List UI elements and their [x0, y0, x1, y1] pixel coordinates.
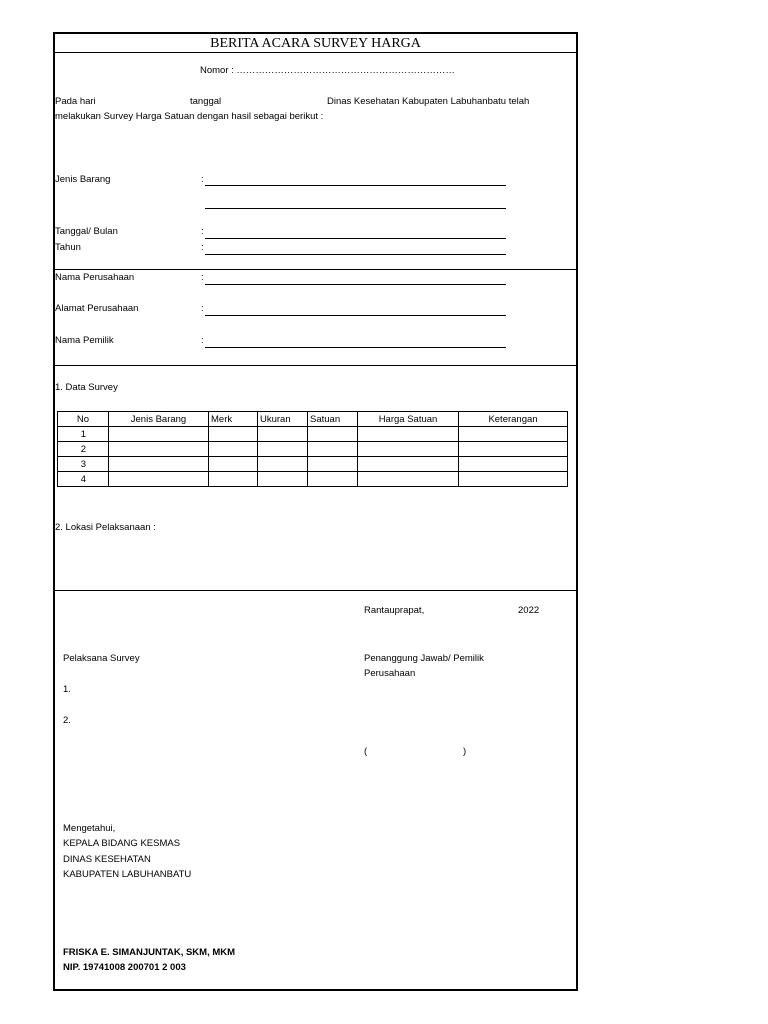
field-jenis-barang-line1[interactable] — [205, 185, 506, 186]
table-cell[interactable] — [308, 442, 358, 457]
table-row — [58, 472, 568, 487]
table-cell[interactable] — [109, 457, 209, 472]
document-title: BERITA ACARA SURVEY HARGA — [210, 36, 421, 51]
jabatan-line1: KEPALA BIDANG KESMAS — [63, 838, 181, 849]
section-divider-1 — [55, 269, 576, 270]
table-cell[interactable] — [258, 427, 308, 442]
table-row — [58, 442, 568, 457]
column-header: Merk — [209, 412, 258, 427]
intro-tanggal: tanggal — [190, 96, 222, 107]
paren-close: ) — [463, 746, 467, 757]
field-tanggal-bulan-line[interactable] — [205, 238, 506, 239]
paren-open: ( — [364, 746, 368, 757]
row-number: 2 — [58, 442, 109, 457]
table-cell[interactable] — [109, 427, 209, 442]
data-survey-table — [57, 411, 568, 487]
column-header: Harga Satuan — [358, 412, 459, 427]
pelaksana-2: 2. — [63, 715, 71, 726]
colon: : — [201, 303, 204, 314]
table-cell[interactable] — [258, 472, 308, 487]
table-cell[interactable] — [308, 472, 358, 487]
table-cell[interactable] — [258, 457, 308, 472]
field-nama-perusahaan-line[interactable] — [205, 284, 506, 285]
table-cell[interactable] — [109, 442, 209, 457]
table-cell[interactable] — [459, 457, 568, 472]
data-survey-heading: 1. Data Survey — [55, 382, 118, 393]
table-cell[interactable] — [459, 427, 568, 442]
table-cell[interactable] — [258, 442, 308, 457]
label-nama-pemilik: Nama Pemilik — [55, 335, 114, 346]
colon: : — [201, 174, 204, 185]
pelaksana-survey-label: Pelaksana Survey — [63, 653, 140, 664]
row-number: 1 — [58, 427, 109, 442]
label-tahun: Tahun — [55, 242, 81, 253]
table-cell[interactable] — [209, 457, 258, 472]
table-cell[interactable] — [209, 442, 258, 457]
table-cell[interactable] — [209, 472, 258, 487]
signature-place: Rantauprapat, — [364, 605, 425, 616]
column-header: Keterangan — [459, 412, 568, 427]
label-jenis-barang: Jenis Barang — [55, 174, 111, 185]
table-cell[interactable] — [459, 472, 568, 487]
perusahaan-label: Perusahaan — [364, 668, 416, 679]
colon: : — [201, 272, 204, 283]
column-header: Ukuran — [258, 412, 308, 427]
jabatan-line2: DINAS KESEHATAN — [63, 854, 151, 865]
nomor-line: Nomor : …………………………………………………………… — [200, 65, 455, 76]
table-row — [58, 427, 568, 442]
table-cell[interactable] — [109, 472, 209, 487]
colon: : — [201, 242, 204, 253]
table-header-row — [58, 412, 568, 427]
column-header: No — [58, 412, 109, 427]
document-frame — [53, 32, 578, 991]
table-cell[interactable] — [358, 457, 459, 472]
colon: : — [201, 226, 204, 237]
table-cell[interactable] — [358, 442, 459, 457]
table-cell[interactable] — [308, 427, 358, 442]
colon: : — [201, 335, 204, 346]
pelaksana-1: 1. — [63, 684, 71, 695]
label-tanggal-bulan: Tanggal/ Bulan — [55, 226, 118, 237]
field-jenis-barang-line2[interactable] — [205, 208, 506, 209]
intro-dinas: Dinas Kesehatan Kabupaten Labuhanbatu telah — [327, 96, 530, 107]
field-nama-pemilik-line[interactable] — [205, 347, 506, 348]
column-header: Jenis Barang — [109, 412, 209, 427]
intro-line2: melakukan Survey Harga Satuan dengan hasil sebagai berikut : — [55, 111, 324, 122]
label-nama-perusahaan: Nama Perusahaan — [55, 272, 135, 283]
signature-year: 2022 — [518, 605, 540, 616]
field-alamat-perusahaan-line[interactable] — [205, 315, 506, 316]
section-divider-3 — [55, 590, 576, 591]
table-cell[interactable] — [358, 427, 459, 442]
label-alamat-perusahaan: Alamat Perusahaan — [55, 303, 139, 314]
column-header: Satuan — [308, 412, 358, 427]
intro-pada-hari: Pada hari — [55, 96, 96, 107]
row-number: 4 — [58, 472, 109, 487]
table-cell[interactable] — [308, 457, 358, 472]
signatory-nip: NIP. 19741008 200701 2 003 — [63, 962, 186, 973]
field-tahun-line[interactable] — [205, 254, 506, 255]
signatory-name: FRISKA E. SIMANJUNTAK, SKM, MKM — [63, 947, 236, 958]
section-divider-2 — [55, 365, 576, 366]
table-cell[interactable] — [459, 442, 568, 457]
table-cell[interactable] — [358, 472, 459, 487]
jabatan-line3: KABUPATEN LABUHANBATU — [63, 869, 192, 880]
mengetahui-label: Mengetahui, — [63, 823, 116, 834]
penanggung-jawab-label: Penanggung Jawab/ Pemilik — [364, 653, 484, 664]
title-divider — [55, 52, 576, 53]
lokasi-label: 2. Lokasi Pelaksanaan : — [55, 522, 156, 533]
table-cell[interactable] — [209, 427, 258, 442]
row-number: 3 — [58, 457, 109, 472]
table-row — [58, 457, 568, 472]
